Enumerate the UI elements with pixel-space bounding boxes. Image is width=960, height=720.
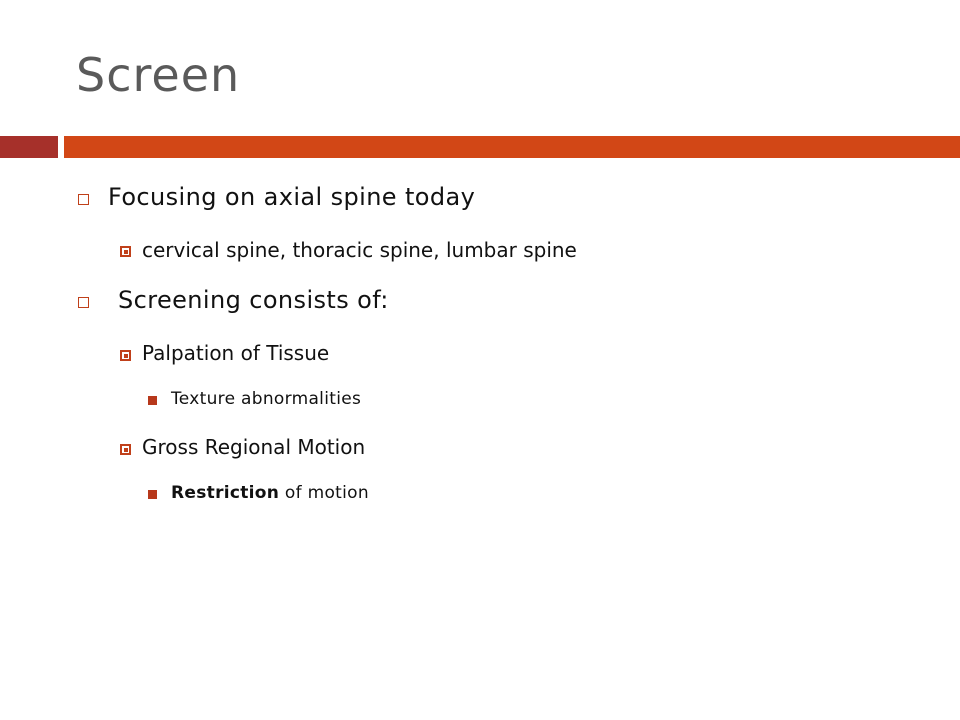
title-rule-left-segment [0,136,58,158]
open-square-bullet-icon [78,194,89,205]
filled-square-bullet-icon [120,444,131,455]
filled-square-bullet-icon [120,246,131,257]
bullet-focusing-axial-spine: Focusing on axial spine today [108,183,476,211]
solid-square-bullet-icon [148,396,157,405]
title-rule-right-segment [64,136,960,158]
slide-title: Screen [76,48,241,102]
bullet-restriction-of-motion [171,483,369,503]
bullet-palpation-of-tissue: Palpation of Tissue [142,341,330,365]
bullet-gross-regional-motion: Gross Regional Motion [142,435,366,459]
bullet-screening-consists: Screening consists of: [118,286,389,314]
solid-square-bullet-icon [148,490,157,499]
bullet-restriction-rest: of motion [279,483,369,503]
emphasis-restriction: Restriction [171,483,280,503]
bullet-spine-regions: cervical spine, thoracic spine, lumbar spine [142,238,577,262]
filled-square-bullet-icon [120,350,131,361]
bullet-texture-abnormalities: Texture abnormalities [171,389,362,409]
open-square-bullet-icon [78,297,89,308]
